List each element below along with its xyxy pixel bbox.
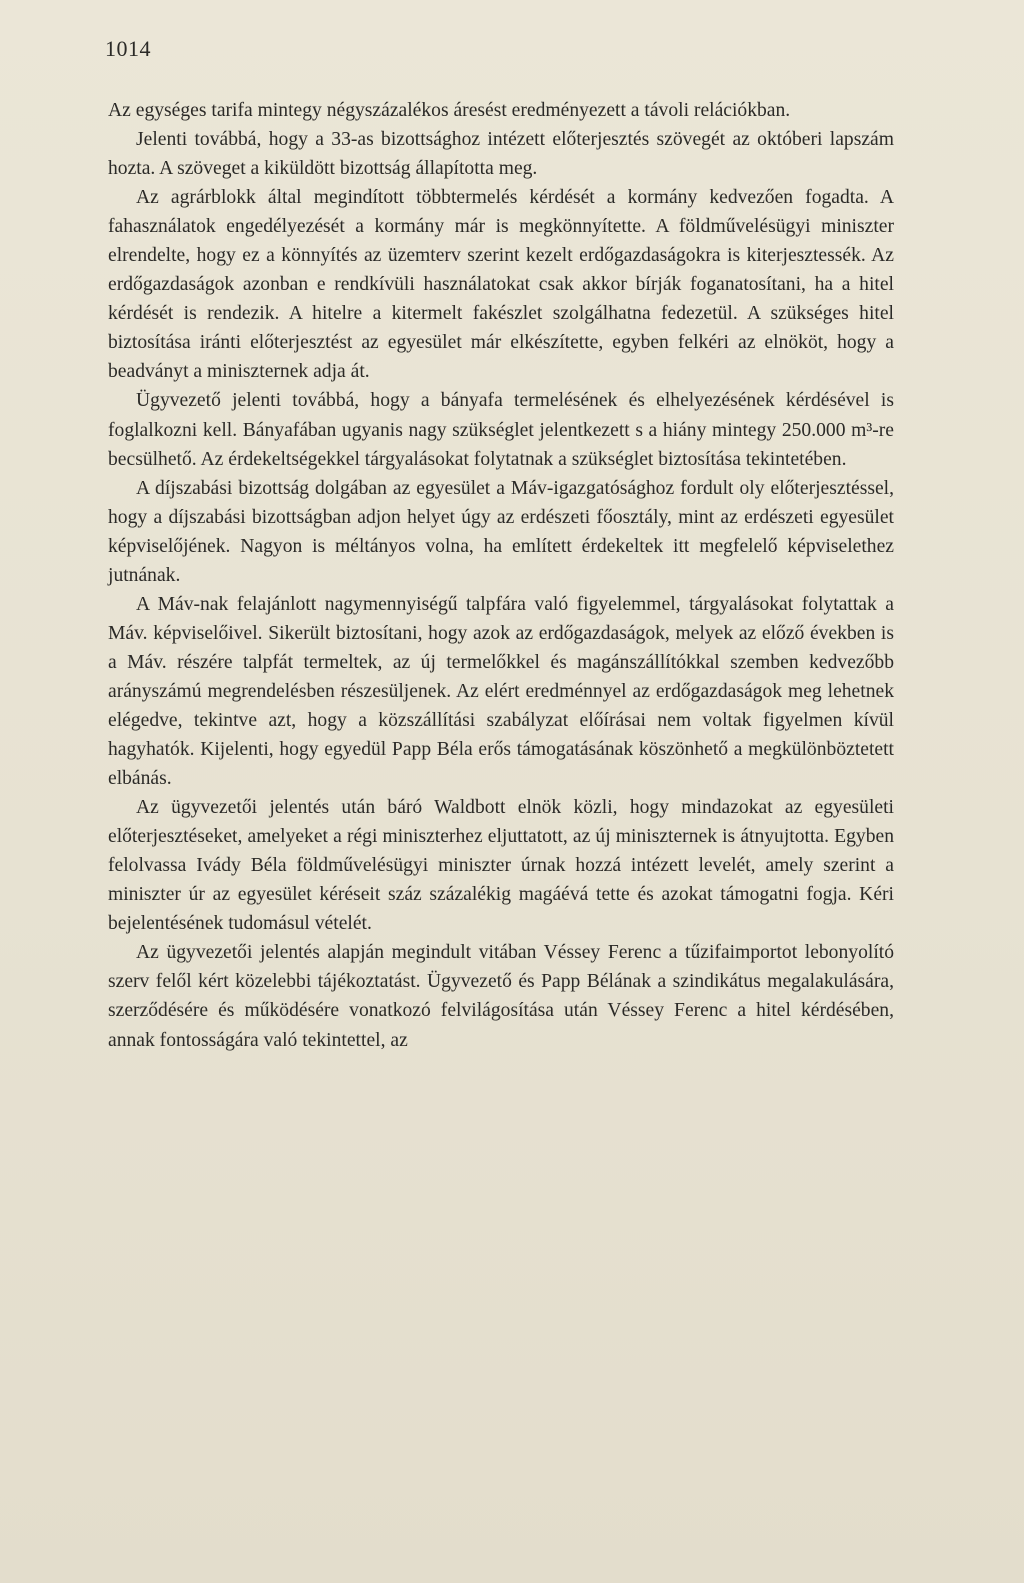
paragraph-1: Az egységes tarifa mintegy négyszázalékos áresést eredményezett a távoli relációkban. — [108, 100, 791, 121]
paragraph-4: Ügyvezető jelenti továbbá, hogy a bányafa termelésének és elhelyezésének kérdésével is foglalkozni kell. Bányafában ugyanis nagy szükséglet jelentkezett s a hiány mintegy 250.000 m³-re becsülhető. Az érdekeltségekkel tárgyalásokat folytatnak a szükséglet biztosítása tekintetében. — [108, 390, 894, 470]
paragraph-8: Az ügyvezetői jelentés alapján megindult vitában Véssey Ferenc a tűzifaimportot lebonyolító szerv felől kért közelebbi tájékoztatást. Ügyvezető és Papp Bélának a szindikátus megalakulására, szerződésére és működésére vonatkozó felvilágosítása után Véssey Ferenc a hitel kérdésében, annak fontosságára való tekintettel, az — [108, 942, 894, 1051]
paragraph-6: A Máv-nak felajánlott nagymennyiségű talpfára való figyelemmel, tárgyalásokat folytattak a Máv. képviselőivel. Sikerült biztosítani, hogy azok az erdőgazdaságok, melyek az előző években is a Máv. részére talpfát termeltek, az új termelőkkel és magánszállítókkal szemben kedvezőbb arányszámú megrendelésben részesüljenek. Az elért eredménnyel az erdőgazdaságok meg lehetnek elégedve, tekintve azt, hogy a közszállítási szabályzat előírásai nem voltak figyelmen kívül hagyhatók. Kijelenti, hogy egyedül Papp Béla erős támogatásának köszönhető a megkülönböztetett elbánás. — [108, 593, 894, 790]
paragraph-2: Jelenti továbbá, hogy a 33-as bizottsághoz intézett előterjesztés szövegét az októberi lapszám hozta. A szöveget a kiküldött bizottság állapította meg. — [108, 129, 894, 180]
paragraph-5: A díjszabási bizottság dolgában az egyesület a Máv-igazgatósághoz fordult oly előterjesztéssel, hogy a díjszabási bizottságban adjon helyet úgy az erdészeti főosztály, mint az erdészeti egyesület képviselőjének. Nagyon is méltányos volna, ha említett érdekeltek itt megfelelő képviselethez jutnának. — [108, 477, 894, 586]
page-number: 1014 — [105, 36, 151, 61]
body-text — [108, 96, 894, 1055]
paragraph-7: Az ügyvezetői jelentés után báró Waldbott elnök közli, hogy mindazokat az egyesületi előterjesztéseket, amelyeket a régi miniszterhez eljuttatott, az új miniszternek is átnyujtotta. Egyben felolvassa Ivády Béla földművelésügyi miniszter úrnak hozzá intézett levelét, amely szerint a miniszter úr az egyesület kéréseit száz százalékig magáévá tette és azokat támogatni fogja. Kéri bejelentésének tudomásul vételét. — [108, 797, 894, 935]
paragraph-3: Az agrárblokk által megindított többtermelés kérdését a kormány kedvezően fogadta. A fahasználatok engedélyezését a kormány már is megkönnyítette. A földművelésügyi miniszter elrendelte, hogy ez a könnyítés az üzemterv szerint kezelt erdőgazdaságokra is kiterjesztessék. Az erdőgazdaságok azonban e rendkívüli használatokat csak akkor bírják foganatosítani, ha a hitel kérdését is rendezik. A hitelre a kitermelt fakészlet szolgálhatna fedezetül. A szükséges hitel biztosítása iránti előterjesztést az egyesület már elkészítette, egyben felkéri az elnököt, hogy a beadványt a miniszternek adja át. — [108, 187, 894, 383]
